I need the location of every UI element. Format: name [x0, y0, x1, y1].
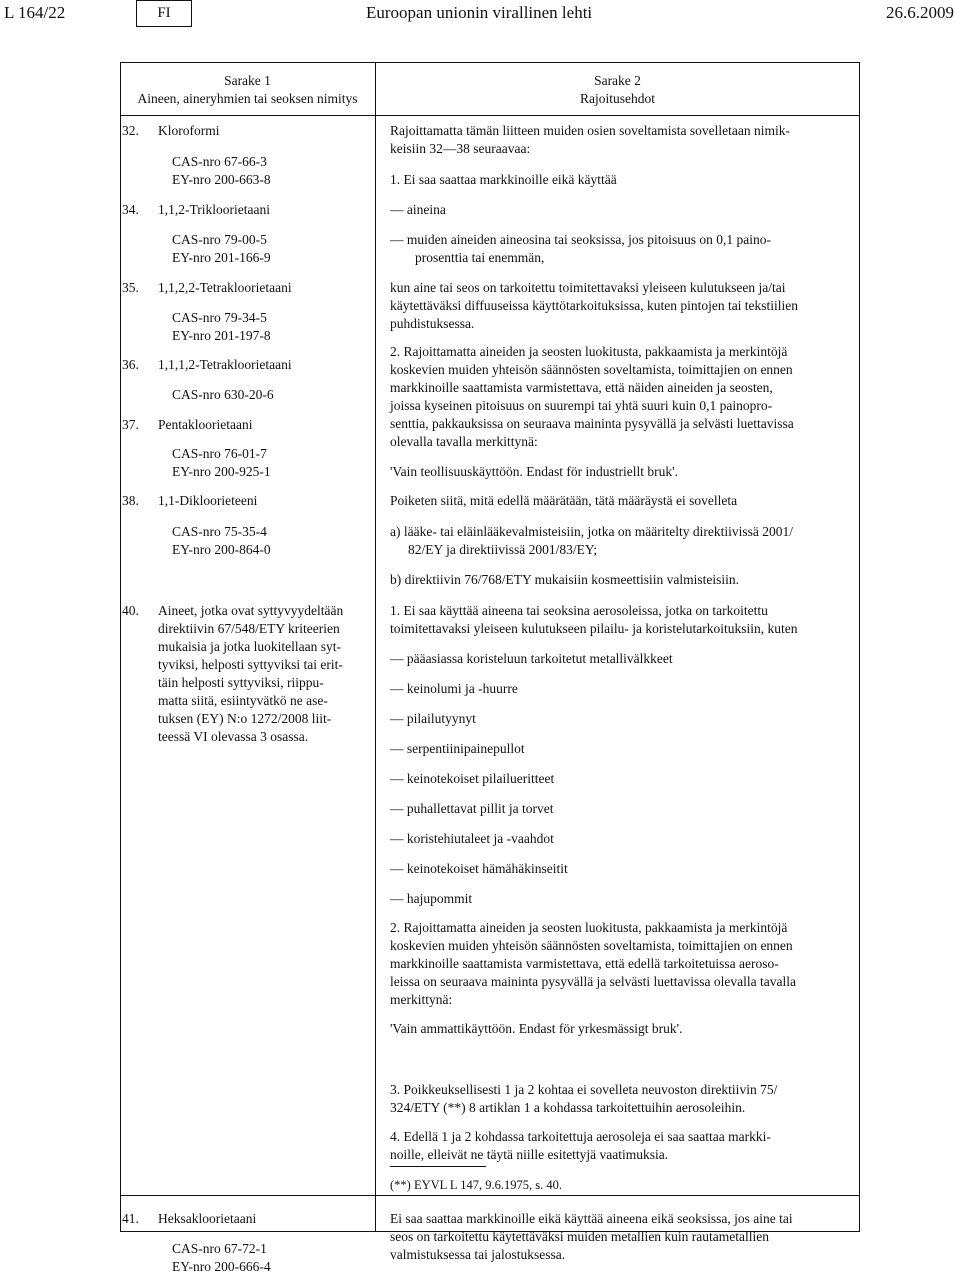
col2-title: Sarake 2 [594, 73, 641, 88]
entry-number: 34. [122, 202, 139, 217]
footnote: (**) EYVL L 147, 9.6.1975, s. 40. [390, 1178, 562, 1192]
exemption-intro: Poiketen siitä, mitä edellä määrätään, tätä määräystä ei sovelleta [390, 493, 738, 508]
substance-name: 1,1-Dikloorieteeni [158, 493, 258, 508]
paragraph-2-line: koskevien muiden yhteisön säännösten soveltamista, toimittajien on ennen [390, 362, 793, 377]
intro-line: Rajoittamatta tämän liitteen muiden osien soveltamista sovelletaan nimik- [390, 123, 791, 138]
description-line: Aineet, jotka ovat syttyvyydeltään [158, 603, 344, 618]
cas-number: CAS-nro 79-34-5 [172, 310, 267, 325]
col1-title: Sarake 1 [224, 73, 271, 88]
entry-number: 35. [122, 280, 139, 295]
dash-item: — hajupommit [390, 891, 473, 906]
cas-number: CAS-nro 630-20-6 [172, 387, 274, 402]
footnote-separator [390, 1166, 486, 1167]
restriction-line: seos on tarkoitettu käytettäväksi muiden metallien kuin rautametallien [390, 1229, 770, 1244]
paragraph-2-line: 2. Rajoittamatta aineiden ja seosten luokitusta, pakkaamista ja merkintöjä [390, 920, 788, 935]
paragraph-2-line: markkinoille saattamista varmistettava, että näiden aineiden ja seosten, [390, 380, 773, 395]
label-quote: 'Vain teollisuuskäyttöön. Endast för industriellt bruk'. [390, 464, 678, 479]
paragraph-2-line: merkittynä: [390, 992, 453, 1007]
description-line: täin helposti syttyviksi, riippu- [158, 675, 324, 690]
ey-number: EY-nro 201-197-8 [172, 328, 271, 343]
exemption-b: b) direktiivin 76/768/ETY mukaisiin kosmeettisiin valmisteisiin. [390, 572, 739, 587]
dash-item: — pääasiassa koristeluun tarkoitetut metallivälkkeet [390, 651, 673, 666]
ey-number: EY-nro 200-864-0 [172, 542, 271, 557]
intro-line: keisiin 32—38 seuraavaa: [390, 141, 531, 156]
label-quote: 'Vain ammattikäyttöön. Endast för yrkesmässigt bruk'. [390, 1021, 683, 1036]
entry-number: 36. [122, 357, 139, 372]
col2-subtitle: Rajoitusehdot [580, 91, 655, 106]
substance-name: 1,1,2-Trikloorietaani [158, 202, 270, 217]
paragraph-1: 1. Ei saa saattaa markkinoille eikä käyttää [390, 172, 617, 187]
page-header [0, 0, 960, 30]
substance-name: Heksakloorietaani [158, 1211, 257, 1226]
paragraph-3-line: 3. Poikkeuksellisesti 1 ja 2 kohtaa ei sovelleta neuvoston direktiivin 75/ [390, 1082, 778, 1097]
paragraph-2-line: olevalla tavalla merkittynä: [390, 434, 538, 449]
dash-item: — serpentiinipainepullot [390, 741, 525, 756]
cas-number: CAS-nro 75-35-4 [172, 524, 267, 539]
paragraph-2-line: markkinoille saattamista varmistettava, että edellä tarkoitetuissa aeroso- [390, 956, 779, 971]
ey-number: EY-nro 200-663-8 [172, 172, 271, 187]
dash-item: — koristehiutaleet ja -vaahdot [390, 831, 554, 846]
cas-number: CAS-nro 67-72-1 [172, 1241, 267, 1256]
dash-item: — keinolumi ja -huurre [390, 681, 518, 696]
entry-number: 41. [122, 1211, 139, 1226]
paragraph-4-line: noille, elleivät ne täytä niille esitettyjä vaatimuksia. [390, 1147, 669, 1162]
dash-item-cont: prosenttia tai enemmän, [415, 250, 545, 265]
substance-name: Pentakloorietaani [158, 417, 253, 432]
ey-number: EY-nro 201-166-9 [172, 250, 271, 265]
header-divider [121, 115, 859, 116]
col1-subtitle: Aineen, aineryhmien tai seoksen nimitys [137, 91, 358, 106]
ey-number: EY-nro 200-666-4 [172, 1259, 271, 1274]
description-line: mukaisia ja jotka luokitellaan syt- [158, 639, 341, 654]
entry-number: 38. [122, 493, 139, 508]
exemption-a: a) lääke- tai eläinlääkevalmisteisiin, jotka on määritelty direktiivissä 2001/ [390, 524, 793, 539]
page-number: L 164/22 [4, 3, 66, 22]
substance-name: 1,1,1,2-Tetrakloorietaani [158, 357, 292, 372]
description-line: tuksen (EY) N:o 1272/2008 liit- [158, 711, 332, 726]
entry-number: 40. [122, 603, 139, 618]
description-line: direktiivin 67/548/ETY kriteerien [158, 621, 340, 636]
ey-number: EY-nro 200-925-1 [172, 464, 271, 479]
dash-item: — puhallettavat pillit ja torvet [390, 801, 554, 816]
paragraph-2-line: 2. Rajoittamatta aineiden ja seosten luokitusta, pakkaamista ja merkintöjä [390, 344, 788, 359]
restriction-line: Ei saa saattaa markkinoille eikä käyttää aineena eikä seoksissa, jos aine tai [390, 1211, 793, 1226]
dash-item: — aineina [390, 202, 446, 217]
publication-date: 26.6.2009 [886, 3, 954, 22]
paragraph-2-line: joissa kyseinen pitoisuus on suurempi tai yhtä suuri kuin 0,1 painopro- [390, 398, 773, 413]
description-line: tyviksi, helposti syttyviksi tai erit- [158, 657, 343, 672]
substance-name: 1,1,2,2-Tetrakloorietaani [158, 280, 292, 295]
cas-number: CAS-nro 79-00-5 [172, 232, 267, 247]
exemption-a-cont: 82/EY ja direktiivissä 2001/83/EY; [408, 542, 598, 557]
dash-item: — pilailutyynyt [390, 711, 476, 726]
column-divider [375, 63, 376, 1231]
description-line: matta siitä, esiintyvätkö ne ase- [158, 693, 328, 708]
journal-title: Euroopan unionin virallinen lehti [366, 3, 593, 22]
substance-name: Kloroformi [158, 123, 220, 138]
language-badge: FI [136, 0, 192, 27]
paragraph-1-line: 1. Ei saa käyttää aineena tai seoksina aerosoleissa, jotka on tarkoitettu [390, 603, 768, 618]
paragraph-3-line: 324/ETY (**) 8 artiklan 1 a kohdassa tarkoitettuihin aerosoleihin. [390, 1100, 746, 1115]
dash-item: — muiden aineiden aineosina tai seoksissa, jos pitoisuus on 0,1 paino- [390, 232, 771, 247]
dash-item: — keinotekoiset pilailueritteet [390, 771, 555, 786]
restriction-line: valmistuksessa tai jalostuksessa. [390, 1247, 566, 1262]
condition-line: käytettäväksi diffuuseissa käyttötarkoituksissa, kuten pintojen tai tekstiilien [390, 298, 799, 313]
paragraph-4-line: 4. Edellä 1 ja 2 kohdassa tarkoitettuja aerosoleja ei saa saattaa markki- [390, 1129, 771, 1144]
cas-number: CAS-nro 67-66-3 [172, 154, 267, 169]
description-line: teessä VI olevassa 3 osassa. [158, 729, 309, 744]
paragraph-2-line: senttia, pakkauksissa on seuraava maininta pysyvällä ja selvästi luettavissa [390, 416, 794, 431]
cas-number: CAS-nro 76-01-7 [172, 446, 267, 461]
entry-number: 32. [122, 123, 139, 138]
paragraph-2-line: koskevien muiden yhteisön säännösten soveltamista, toimittajien on ennen [390, 938, 793, 953]
condition-line: puhdistuksessa. [390, 316, 475, 331]
dash-item: — keinotekoiset hämähäkinseitit [390, 861, 568, 876]
paragraph-1-line: toimitettavaksi yleiseen kulutukseen pilailu- ja koristelutarkoituksiin, kuten [390, 621, 798, 636]
condition-line: kun aine tai seos on tarkoitettu toimitettavaksi yleiseen kulutukseen ja/tai [390, 280, 786, 295]
entry-number: 37. [122, 417, 139, 432]
row-divider [121, 1195, 859, 1196]
paragraph-2-line: leissa on seuraava maininta pysyvällä ja selvästi luettavissa olevalla tavalla [390, 974, 796, 989]
